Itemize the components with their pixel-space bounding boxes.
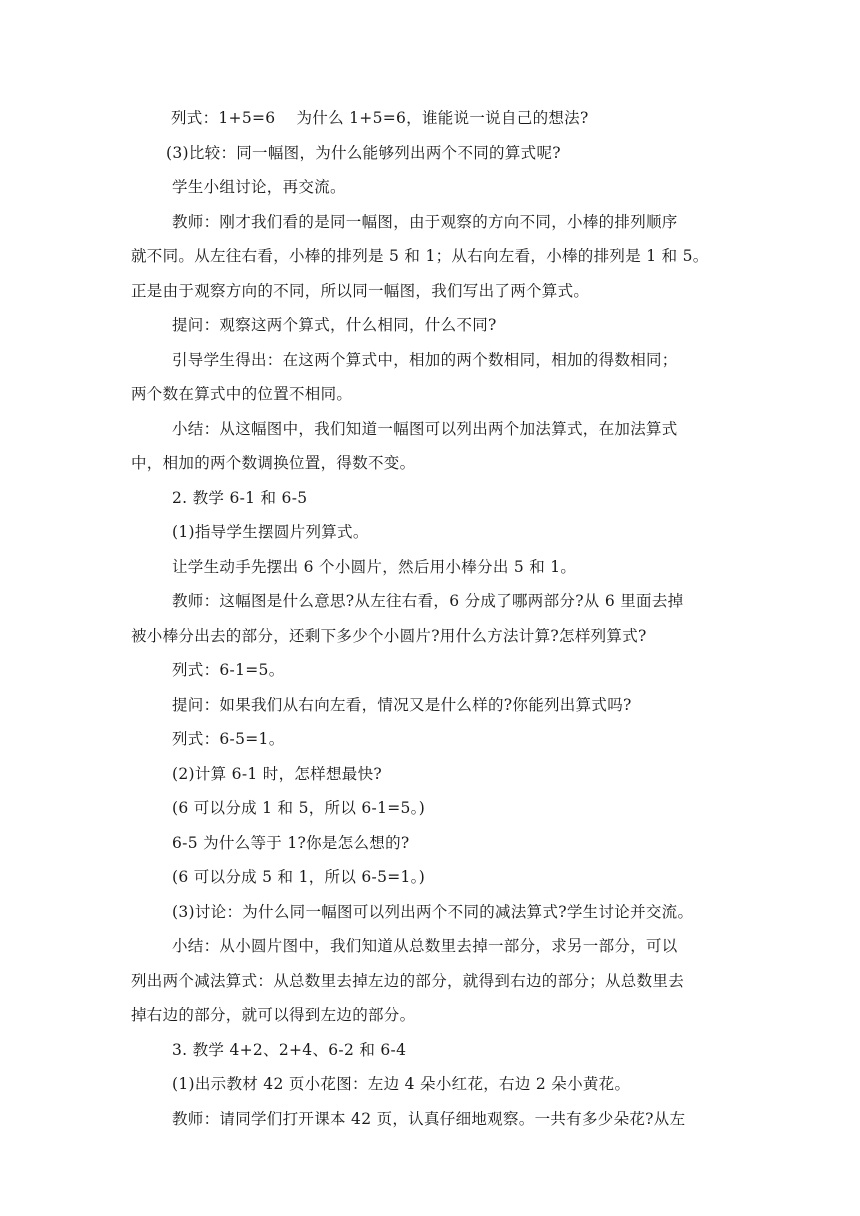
text-line-flower-image: (1)出示教材 42 页小花图：左边 4 朵小红花，右边 2 朵小黄花。 — [172, 1075, 631, 1093]
text-line-answer-6-5: (6 可以分成 5 和 1，所以 6-5=1。) — [172, 868, 426, 886]
text-line-step-2: (2)计算 6-1 时，怎样想最快? — [172, 764, 382, 783]
section-heading-2: 2. 教学 6-1 和 6-5 — [172, 488, 308, 507]
text-line-teacher-explanation-cont: 就不同。从左往右看，小棒的排列是 5 和 1；从右向左看，小棒的排列是 1 和 5。 — [131, 247, 709, 265]
text-line-answer-6-1: (6 可以分成 1 和 5，所以 6-1=5。) — [172, 799, 426, 817]
text-line-summary-2-end: 掉右边的部分，就可以得到左边的部分。 — [131, 1006, 416, 1024]
text-line-question-6-5: 6-5 为什么等于 1?你是怎么想的? — [172, 833, 410, 852]
text-line-activity: 让学生动手先摆出 6 个小圆片，然后用小棒分出 5 和 1。 — [172, 557, 577, 576]
text-line-guide-cont: 两个数在算式中的位置不相同。 — [131, 385, 353, 403]
document-body — [131, 101, 731, 1136]
text-line-formula-6-1: 列式：6-1=5。 — [172, 661, 285, 679]
text-line-question-right-left: 提问：如果我们从右向左看，情况又是什么样的?你能列出算式吗? — [172, 695, 632, 714]
text-line-summary-cont: 中，相加的两个数调换位置，得数不变。 — [131, 454, 416, 472]
text-line-summary-2-cont: 列出两个减法算式：从总数里去掉左边的部分，就得到右边的部分；从总数里去 — [131, 971, 685, 990]
text-line-summary-2: 小结：从小圆片图中，我们知道从总数里去掉一部分，求另一部分，可以 — [172, 937, 678, 955]
text-line-summary: 小结：从这幅图中，我们知道一幅图可以列出两个加法算式，在加法算式 — [172, 419, 678, 438]
text-line-formula-6-5: 列式：6-5=1。 — [172, 730, 285, 748]
text-line-teacher-question: 教师：这幅图是什么意思?从左往右看，6 分成了哪两部分?从 6 里面去掉 — [172, 592, 684, 610]
text-line-step-3: (3)讨论：为什么同一幅图可以列出两个不同的减法算式?学生讨论并交流。 — [172, 902, 694, 921]
text-line-compare: (3)比较：同一幅图，为什么能够列出两个不同的算式呢? — [166, 143, 561, 162]
text-line-question: 提问：观察这两个算式，什么相同，什么不同? — [172, 316, 497, 334]
text-line-teacher-explanation: 教师：刚才我们看的是同一幅图，由于观察的方向不同，小棒的排列顺序 — [172, 212, 678, 231]
text-line-guide: 引导学生得出：在这两个算式中，相加的两个数相同，相加的得数相同； — [172, 350, 678, 369]
text-line-step-1: (1)指导学生摆圆片列算式。 — [172, 523, 369, 541]
text-line-teacher-question-cont: 被小棒分出去的部分，还剩下多少个小圆片?用什么方法计算?怎样列算式? — [131, 626, 647, 645]
text-line-teacher-explanation-end: 正是由于观察方向的不同，所以同一幅图，我们写出了两个算式。 — [131, 281, 590, 300]
text-line-group-discussion: 学生小组讨论，再交流。 — [172, 178, 346, 196]
section-heading-3: 3. 教学 4+2、2+4、6-2 和 6-4 — [172, 1040, 407, 1059]
text-line-teacher-flowers: 教师：请同学们打开课本 42 页，认真仔细地观察。一共有多少朵花?从左 — [172, 1109, 686, 1128]
text-line-formula-question: 列式：1+5=6 为什么 1+5=6，谁能说一说自己的想法? — [171, 109, 589, 127]
